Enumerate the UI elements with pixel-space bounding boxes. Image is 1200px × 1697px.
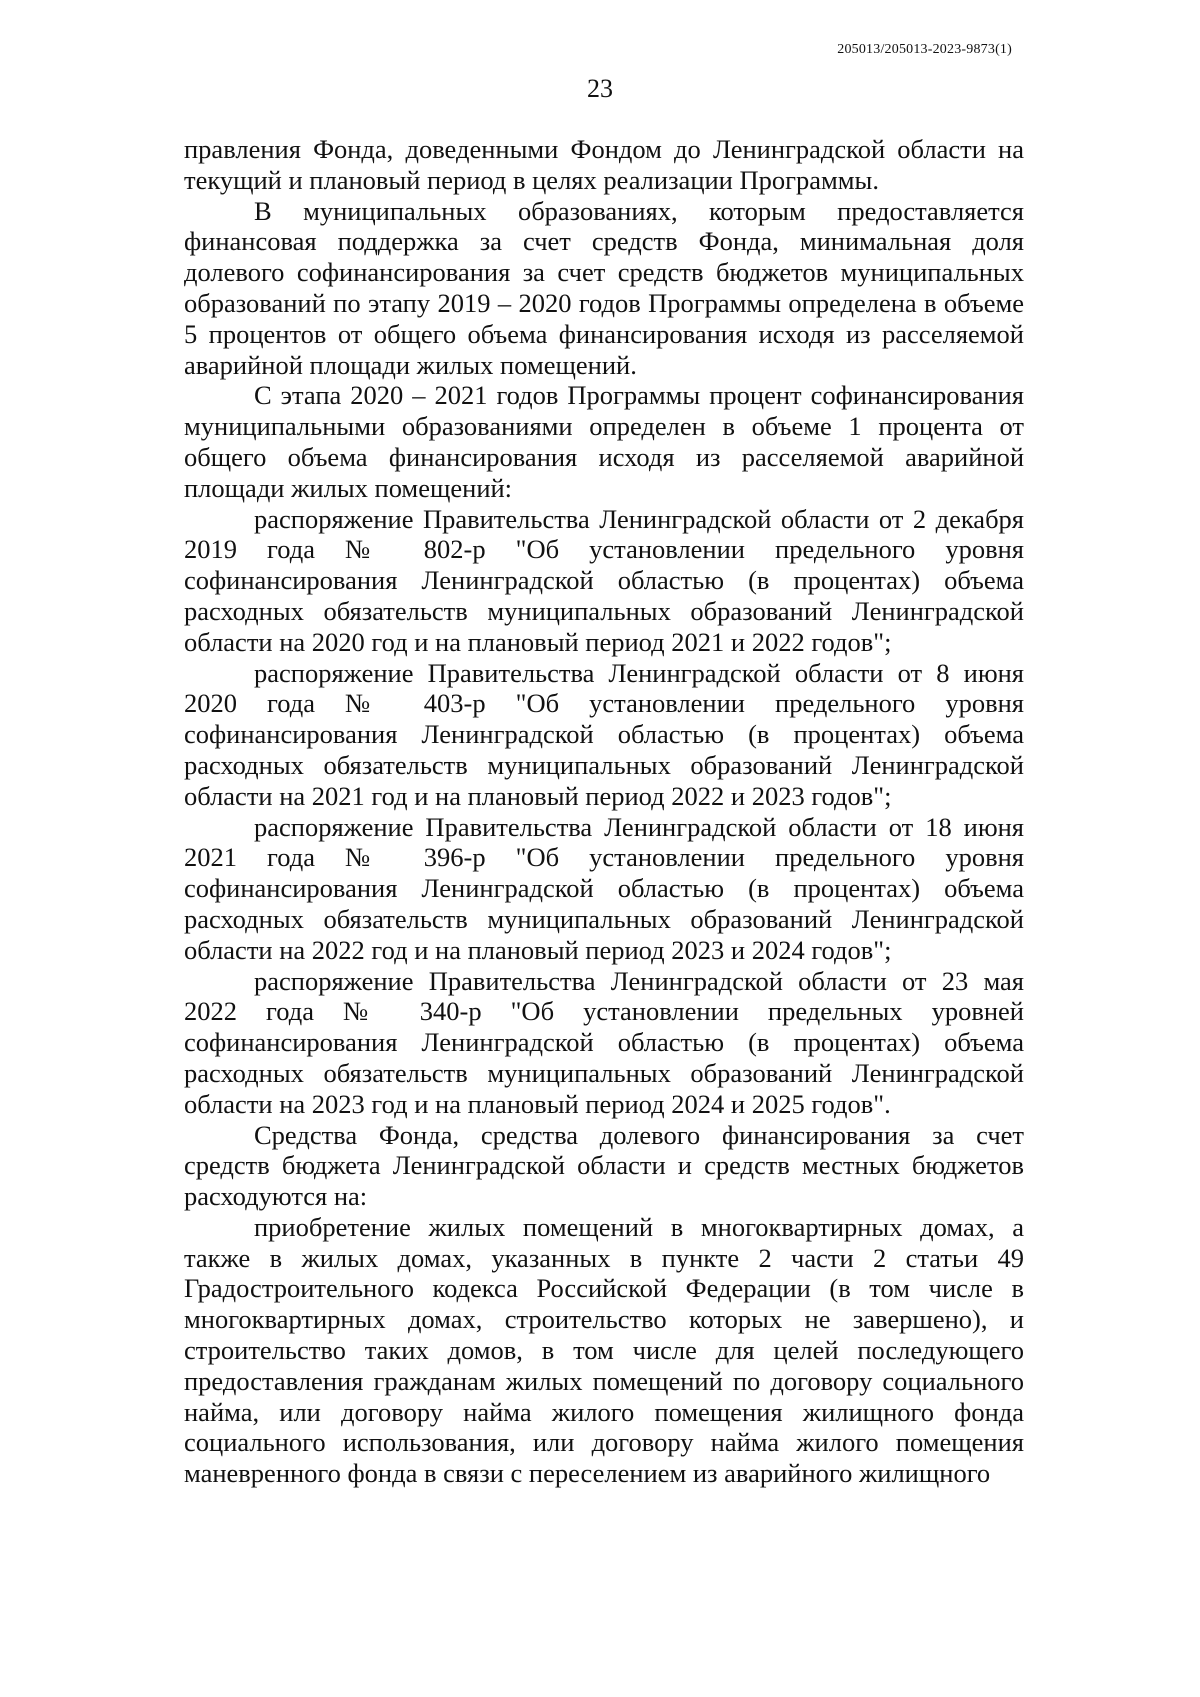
document-body [184,134,1024,1489]
paragraph-order-396: распоряжение Правительства Ленинградской области от 18 июня 2021 года № 396-р "Об установлении предельного уровня софинансирования Ленинградской областью (в процентах) объема расходных обязательств муниципальных образований Ленинградской области на 2022 год и на плановый период 2023 и 2024 годов"; [184,811,1024,965]
page-number: 23 [587,74,613,103]
document-id: 205013/205013-2023-9873(1) [837,42,1012,57]
paragraph-order-340: распоряжение Правительства Ленинградской области от 23 мая 2022 года № 340-р "Об установлении предельных уровней софинансирования Ленинградской областью (в процентах) объема расходных обязательств муниципальных образований Ленинградской области на 2023 год и на плановый период 2024 и 2025 годов". [184,965,1024,1119]
paragraph-cofinancing-percent: С этапа 2020 – 2021 годов Программы процент софинансирования муниципальными образованиями определен в объеме 1 процента от общего объема финансирования исходя из расселяемой аварийной площади жилых помещений: [184,380,1024,503]
paragraph-order-403: распоряжение Правительства Ленинградской области от 8 июня 2020 года № 403-р "Об установлении предельного уровня софинансирования Ленинградской областью (в процентах) объема расходных обязательств муниципальных образований Ленинградской области на 2021 год и на плановый период 2022 и 2023 годов"; [184,657,1024,811]
paragraph-continuation: правления Фонда, доведенными Фондом до Ленинградской области на текущий и плановый период в целях реализации Программы. [184,134,1024,195]
paragraph-fund-spending: Средства Фонда, средства долевого финансирования за счет средств бюджета Ленинградской области и средств местных бюджетов расходуются на: [184,1119,1024,1212]
paragraph-housing-acquisition: приобретение жилых помещений в многоквартирных домах, а также в жилых домах, указанных в пункте 2 части 2 статьи 49 Градостроительного кодекса Российской Федерации (в том числе в многоквартирных домах, строительство которых не завершено), и строительство таких домов, в том числе для целей последующего предоставления гражданам жилых помещений по договору социального найма, или договору найма жилого помещения жилищного фонда социального использования, или договору найма жилого помещения маневренного фонда в связи с переселением из аварийного жилищного [184,1211,1024,1489]
paragraph-order-802: распоряжение Правительства Ленинградской области от 2 декабря 2019 года № 802-р "Об установлении предельного уровня софинансирования Ленинградской областью (в процентах) объема расходных обязательств муниципальных образований Ленинградской области на 2020 год и на плановый период 2021 и 2022 годов"; [184,503,1024,657]
paragraph-municipal-cofinancing: В муниципальных образованиях, которым предоставляется финансовая поддержка за счет средств Фонда, минимальная доля долевого софинансирования за счет средств бюджетов муниципальных образований по этапу 2019 – 2020 годов Программы определена в объеме 5 процентов от общего объема финансирования исходя из расселяемой аварийной площади жилых помещений. [184,195,1024,380]
